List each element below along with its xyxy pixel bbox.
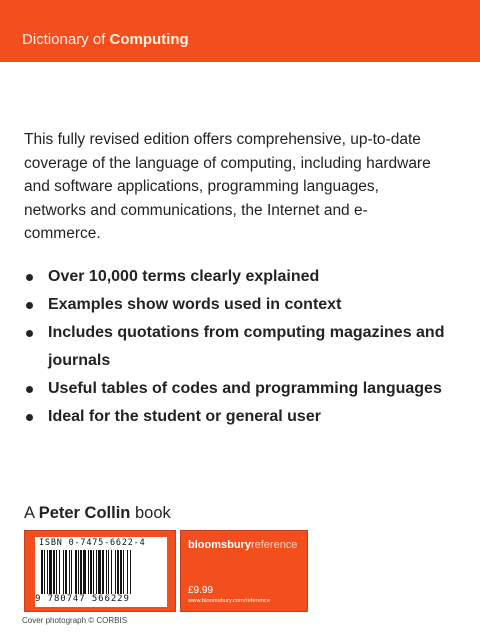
barcode-bar [69, 550, 70, 594]
feature-item [24, 263, 454, 291]
barcode-bar [88, 550, 89, 594]
header-bar [0, 0, 480, 62]
photo-credit: Cover photograph © CORBIS [22, 616, 128, 625]
description: This fully revised edition offers comprehensive, up-to-date coverage of the language of computing, including hardware and software applications, programming languages, networks and communications, the Internet and e-commerce. [24, 131, 431, 242]
book-title [22, 31, 189, 48]
barcode-bar [120, 550, 122, 594]
price-label: £9.99 [188, 585, 214, 596]
barcode-bar [93, 550, 94, 594]
feature-text: Ideal for the student or general user [48, 408, 321, 425]
barcode-area [35, 537, 167, 607]
barcode-bar [108, 550, 109, 594]
bullet-icon [26, 330, 33, 337]
feature-text: Includes quotations from computing magazines and journals [48, 324, 445, 369]
barcode-bar [80, 550, 82, 594]
website-url: www.bloomsbury.com/reference [188, 598, 271, 604]
barcode-bar [117, 550, 119, 594]
barcode-bar [75, 550, 77, 594]
feature-text: Useful tables of codes and programming languages [48, 380, 442, 397]
feature-item [24, 319, 454, 375]
barcode-panel [24, 530, 176, 612]
publisher-logo [188, 539, 297, 551]
bullet-icon [26, 274, 33, 281]
title-part2: Computing [109, 31, 189, 48]
bullet-icon [26, 414, 33, 421]
barcode-image [41, 550, 161, 594]
barcode-bar [65, 550, 67, 594]
barcode-bar [78, 550, 79, 594]
barcode-bar [44, 550, 45, 594]
credit-name: Peter Collin [38, 504, 131, 522]
barcode-bar [98, 550, 101, 594]
barcode-bar [56, 550, 57, 594]
barcode-bar [63, 550, 64, 594]
barcode-bar [115, 550, 116, 594]
feature-list [24, 263, 454, 431]
barcode-bar [41, 550, 43, 594]
barcode-bar [130, 550, 131, 594]
barcode-bar [49, 550, 52, 594]
bullet-icon [26, 386, 33, 393]
barcode-bar [83, 550, 86, 594]
author-credit [24, 504, 171, 523]
feature-item [24, 291, 454, 319]
credit-prefix: A [24, 504, 35, 522]
title-part1: Dictionary of [22, 31, 106, 48]
barcode-bar [59, 550, 60, 594]
barcode-bar [53, 550, 55, 594]
publisher-name-part2: reference [250, 539, 298, 551]
feature-text: Examples show words used in context [48, 296, 342, 313]
barcode-bar [90, 550, 92, 594]
barcode-bar [102, 550, 104, 594]
publisher-panel [180, 530, 308, 612]
isbn-text: ISBN 0-7475-6622-4 [39, 538, 146, 548]
ean-text: 9 780747 566229 [35, 594, 130, 604]
barcode-bar [47, 550, 48, 594]
credit-suffix: book [134, 504, 171, 522]
barcode-bar [71, 550, 72, 594]
feature-item [24, 403, 454, 431]
barcode-bar [106, 550, 107, 594]
publisher-name-part1: bloomsbury [188, 539, 251, 551]
barcode-bar [123, 550, 124, 594]
feature-item [24, 375, 454, 403]
feature-text: Over 10,000 terms clearly explained [48, 268, 320, 285]
barcode-bar [111, 550, 112, 594]
barcode-bar [127, 550, 128, 594]
barcode-bar [96, 550, 97, 594]
bullet-icon [26, 302, 33, 309]
